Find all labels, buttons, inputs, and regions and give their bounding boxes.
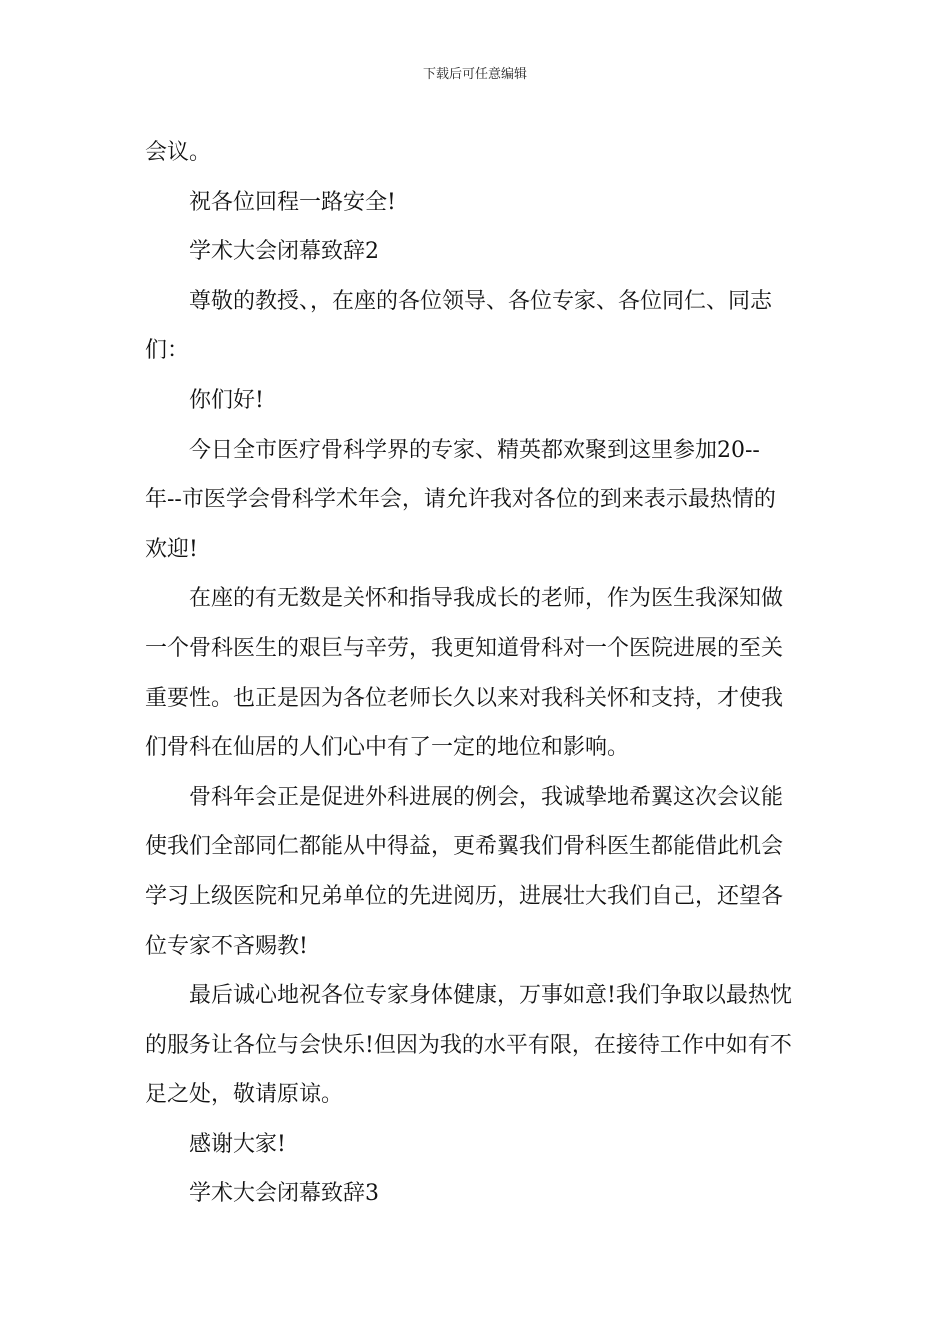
text-line: 祝各位回程一路安全! xyxy=(189,189,396,215)
text-line: 在座的有无数是关怀和指导我成长的老师，作为医生我深知做 xyxy=(189,586,784,612)
text-line: 今日全市医疗骨科学界的专家、精英都欢聚到这里参加20-- xyxy=(189,437,760,463)
text-line: 的服务让各位与会快乐!但因为我的水平有限，在接待工作中如有不 xyxy=(145,1032,792,1058)
text-line: 感谢大家! xyxy=(189,1131,286,1157)
text-line: 重要性。也正是因为各位老师长久以来对我科关怀和支持，才使我 xyxy=(145,685,784,711)
text-line: 们： xyxy=(145,338,190,364)
section-heading: 学术大会闭幕致辞2 xyxy=(189,239,379,265)
text-line: 们骨科在仙居的人们心中有了一定的地位和影响。 xyxy=(145,735,630,761)
text-line: 会议。 xyxy=(145,140,212,165)
page-header: 下载后可任意编辑 xyxy=(422,67,527,82)
text-line: 位专家不吝赐教! xyxy=(145,933,308,959)
text-line: 欢迎! xyxy=(145,536,198,562)
text-line: 使我们全部同仁都能从中得益，更希翼我们骨科医生都能借此机会 xyxy=(145,834,784,860)
text-line: 学习上级医院和兄弟单位的先进阅历，进展壮大我们自己，还望各 xyxy=(145,883,784,909)
document-body xyxy=(145,128,810,1219)
text-line: 骨科年会正是促进外科进展的例会，我诚挚地希翼这次会议能 xyxy=(189,784,784,810)
text-line: 年--市医学会骨科学术年会，请允许我对各位的到来表示最热情的 xyxy=(145,487,776,513)
text-line: 尊敬的教授、，在座的各位领导、各位专家、各位同仁、同志 xyxy=(189,288,773,314)
text-line: 最后诚心地祝各位专家身体健康，万事如意!我们争取以最热忱 xyxy=(189,983,792,1009)
section-heading: 学术大会闭幕致辞3 xyxy=(189,1181,379,1207)
text-line: 足之处，敬请原谅。 xyxy=(145,1082,344,1108)
text-line: 一个骨科医生的艰巨与辛劳，我更知道骨科对一个医院进展的至关 xyxy=(145,635,784,661)
text-line: 你们好! xyxy=(189,387,264,413)
